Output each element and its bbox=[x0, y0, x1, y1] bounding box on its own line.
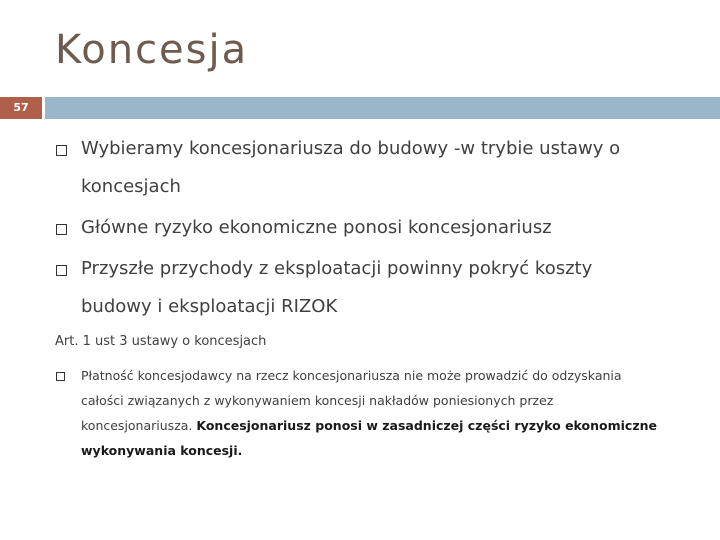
header-bar bbox=[45, 97, 720, 119]
sub-bullet bbox=[81, 363, 711, 463]
sub-bullet-plain: koncesjonariusza. bbox=[81, 418, 197, 433]
bullet-1 bbox=[81, 130, 701, 206]
sub-bullet-line-3 bbox=[81, 413, 711, 438]
bullet-1-line-1: Wybieramy koncesjonariusza do budowy -w trybie ustawy o bbox=[81, 138, 621, 159]
bullet-box-icon bbox=[56, 372, 65, 381]
bullet-1-line-2: koncesjach bbox=[81, 176, 181, 197]
bullet-box-icon bbox=[56, 145, 67, 156]
sub-bullet-line-4: wykonywania koncesji. bbox=[81, 443, 243, 458]
bullet-3-line-2: budowy i eksploatacji RIZOK bbox=[81, 296, 338, 317]
bullet-box-icon bbox=[56, 224, 67, 235]
bullet-box-icon bbox=[56, 265, 67, 276]
bullet-2-line-1: Główne ryzyko ekonomiczne ponosi koncesjonariusz bbox=[81, 217, 552, 238]
sub-bullet-line-2: całości związanych z wykonywaniem koncesji nakładów poniesionych przez bbox=[81, 393, 554, 408]
bullet-2 bbox=[81, 209, 701, 247]
sub-bullet-line-1: Płatność koncesjodawcy na rzecz koncesjonariusza nie może prowadzić do odzyskania bbox=[81, 368, 622, 383]
slide-title: Koncesja bbox=[55, 27, 249, 73]
legal-reference: Art. 1 ust 3 ustawy o koncesjach bbox=[55, 334, 267, 349]
sub-bullet-emphasis: Koncesjonariusz ponosi w zasadniczej części ryzyko ekonomiczne bbox=[196, 418, 657, 433]
bullet-3-line-1: Przyszłe przychody z eksploatacji powinny pokryć koszty bbox=[81, 258, 593, 279]
bullet-3 bbox=[81, 250, 701, 326]
slide-number: 57 bbox=[0, 97, 42, 119]
